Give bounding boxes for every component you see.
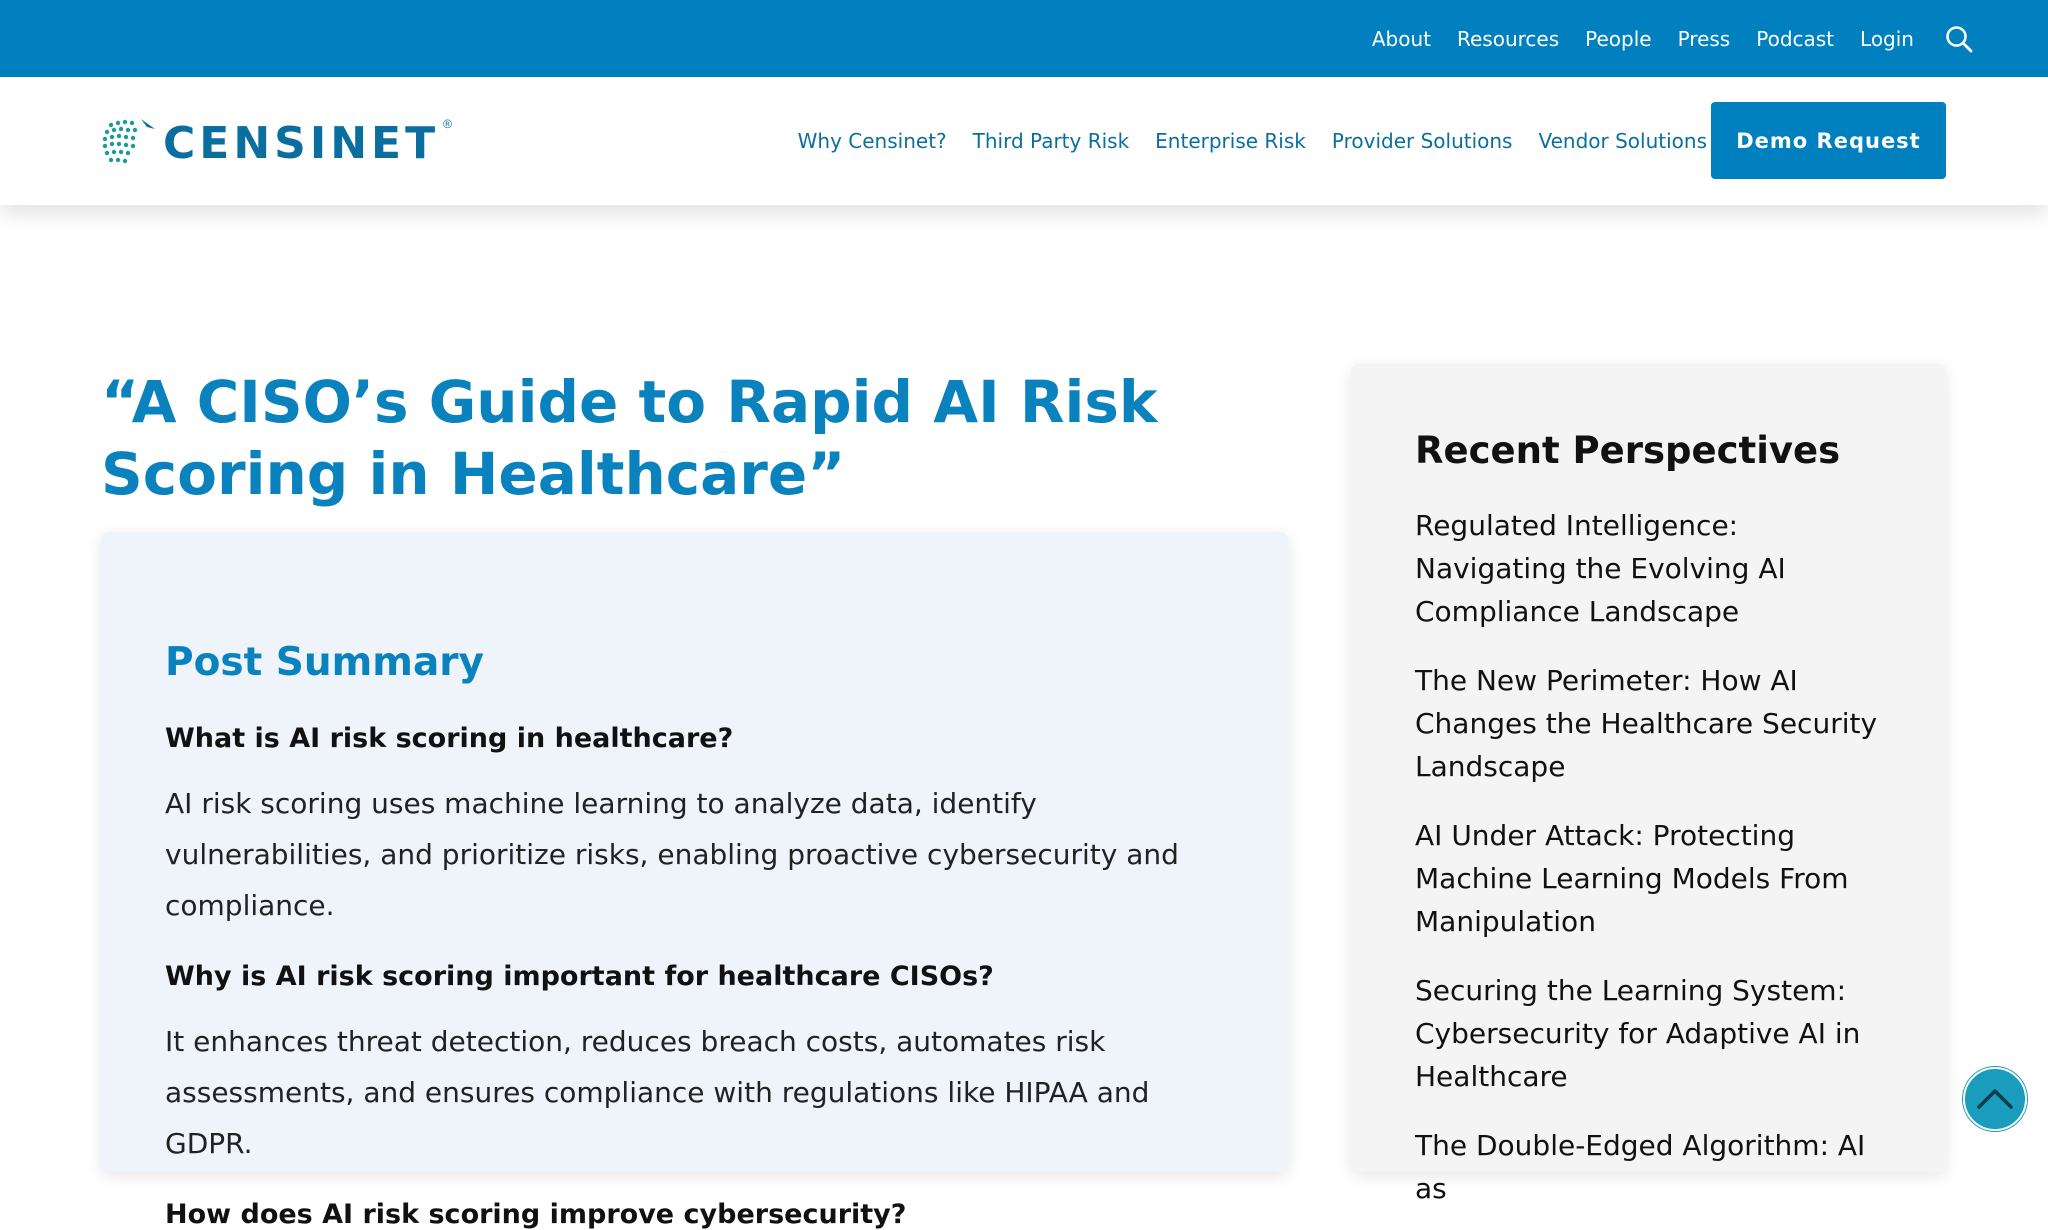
summary-question: How does AI risk scoring improve cybersecurity? (165, 1199, 907, 1230)
nav-third-party-risk[interactable]: Third Party Risk (972, 129, 1130, 153)
nav-vendor-solutions[interactable]: Vendor Solutions (1538, 129, 1707, 153)
summary-question: Why is AI risk scoring important for healthcare CISOs? (165, 961, 994, 992)
main-nav (798, 77, 1707, 205)
chevron-up-icon (1976, 1087, 2014, 1111)
utility-link-resources[interactable]: Resources (1457, 26, 1560, 51)
utility-link-podcast[interactable]: Podcast (1756, 26, 1835, 51)
nav-provider-solutions[interactable]: Provider Solutions (1331, 129, 1513, 153)
post-summary-title: Post Summary (165, 640, 484, 685)
nav-why-censinet[interactable]: Why Censinet? (797, 129, 947, 153)
post-summary-card (101, 532, 1288, 1230)
perspective-link[interactable]: The New Perimeter: How AI Changes the Healthcare Security Landscape (1415, 664, 1878, 783)
recent-perspectives-sidebar (1351, 364, 1946, 1205)
utility-nav (1372, 0, 1974, 77)
nav-enterprise-risk[interactable]: Enterprise Risk (1155, 129, 1306, 153)
back-to-top-button[interactable] (1963, 1067, 2027, 1131)
logo-wordmark: CENSINET (163, 117, 440, 169)
top-utility-bar (0, 0, 2048, 77)
utility-link-people[interactable]: People (1585, 26, 1652, 51)
utility-link-login[interactable]: Login (1860, 26, 1914, 51)
main-header (0, 77, 2048, 205)
logo-registered-mark: ® (443, 117, 452, 131)
summary-answer: AI risk scoring uses machine learning to analyze data, identify vulnerabilities, and prioritize risks, enabling proactive cybersecurity and compliance. (165, 787, 1179, 922)
utility-link-about[interactable]: About (1371, 26, 1431, 51)
perspective-link[interactable]: Regulated Intelligence: Navigating the Evolving AI Compliance Landscape (1415, 509, 1786, 628)
article-title: “A CISO’s Guide to Rapid AI Risk Scoring in Healthcare” (101, 368, 1158, 508)
perspective-link[interactable]: Securing the Learning System: Cybersecurity for Adaptive AI in Healthcare (1415, 974, 1861, 1093)
perspective-link[interactable]: AI Under Attack: Protecting Machine Learning Models From Manipulation (1415, 819, 1849, 938)
censinet-logo[interactable] (101, 115, 452, 171)
perspective-link[interactable]: The Double-Edged Algorithm: AI as (1415, 1129, 1866, 1205)
sidebar-title: Recent Perspectives (1415, 429, 1841, 472)
search-icon[interactable] (1944, 24, 1974, 54)
demo-request-button[interactable]: Demo Request (1711, 102, 1946, 179)
summary-answer: It enhances threat detection, reduces breach costs, automates risk assessments, and ensures compliance with regulations like HIPAA and GDPR. (165, 1025, 1150, 1160)
utility-link-press[interactable]: Press (1677, 26, 1731, 51)
summary-question: What is AI risk scoring in healthcare? (165, 723, 734, 754)
logo-globe-icon (101, 115, 159, 171)
